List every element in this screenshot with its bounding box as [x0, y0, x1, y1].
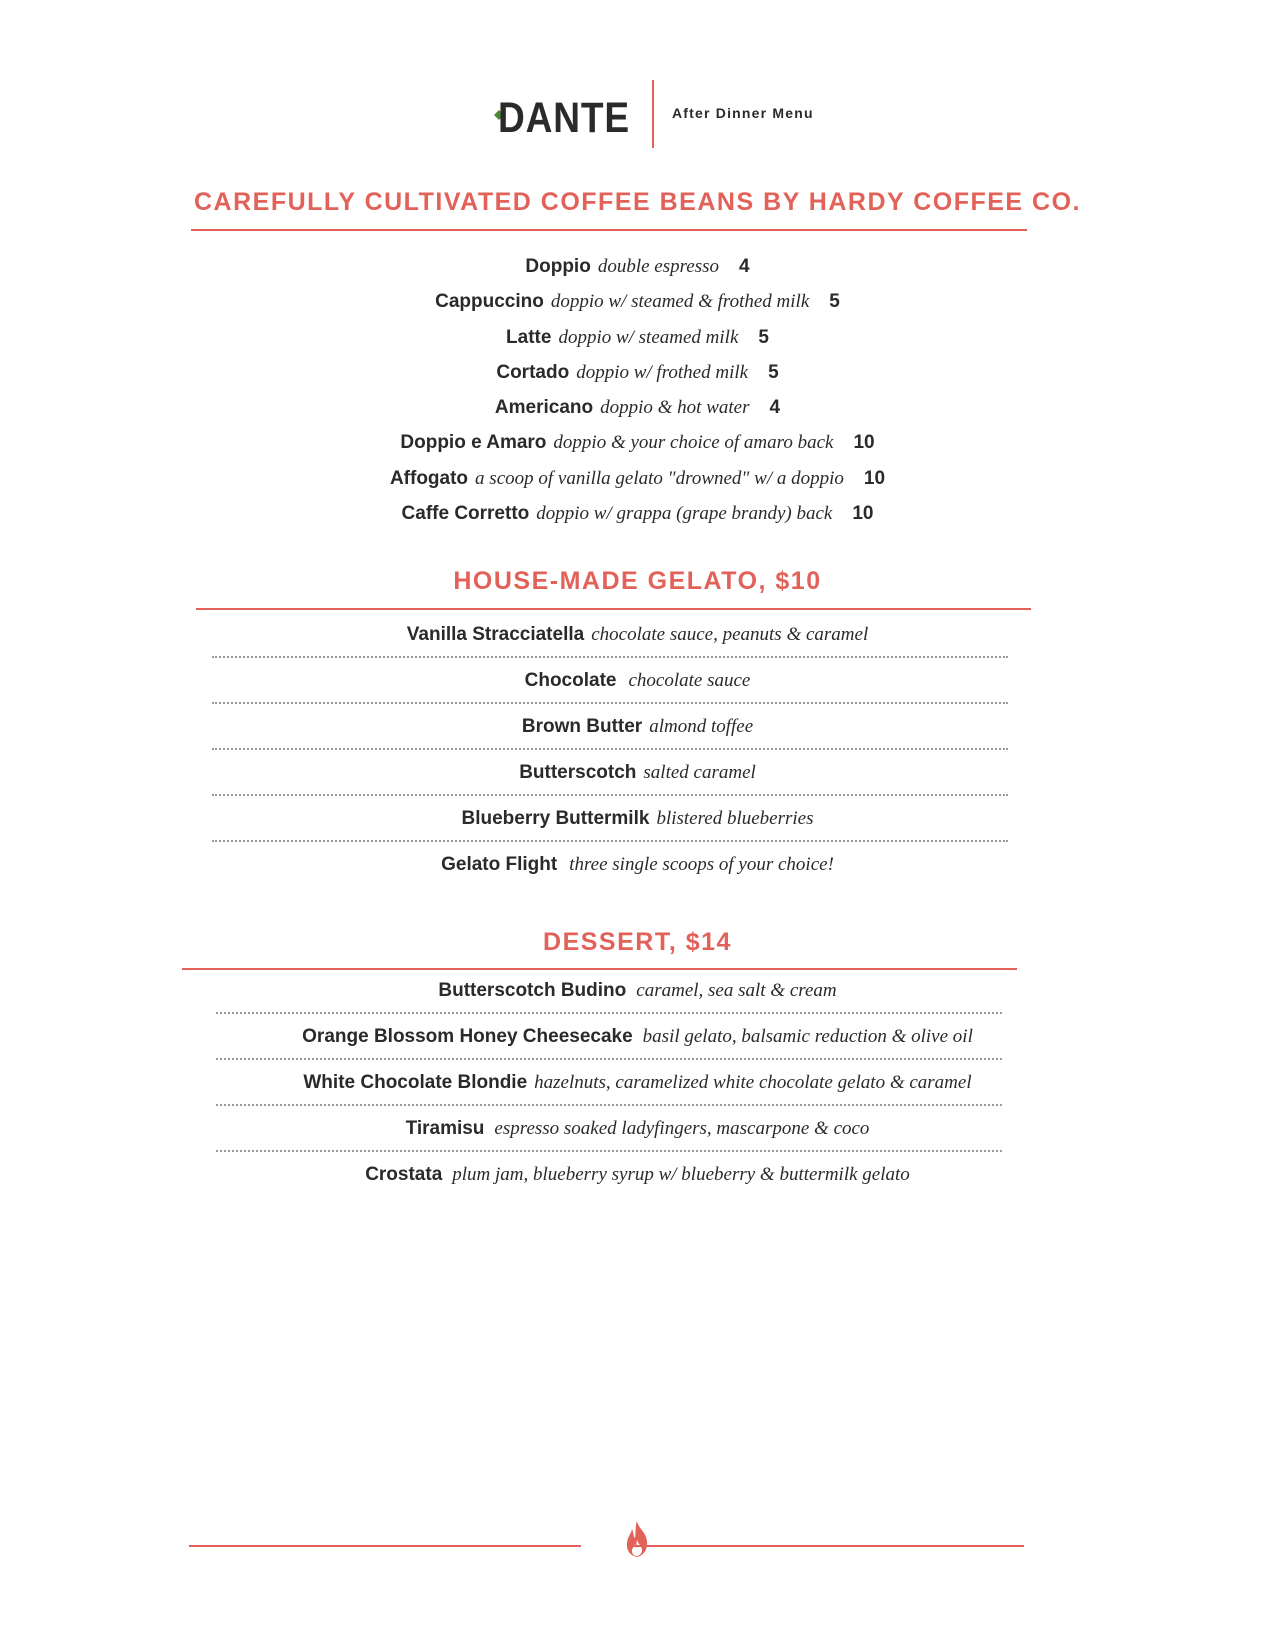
item-price: 10 [863, 467, 886, 489]
coffee-section-title: CAREFULLY CULTIVATED COFFEE BEANS BY HARDY COFFEE CO. [194, 188, 1081, 216]
item-description: double espresso [597, 256, 720, 277]
item-name: Butterscotch Budino [438, 980, 627, 1001]
item-name: Americano [494, 397, 594, 419]
gelato-item [0, 658, 1275, 704]
dessert-item [0, 1060, 1275, 1106]
gelato-item [0, 842, 1275, 888]
item-description: doppio & hot water [600, 397, 750, 419]
item-name: Orange Blossom Honey Cheesecake [302, 1026, 633, 1047]
dessert-item [0, 1106, 1275, 1152]
coffee-item [0, 397, 1275, 432]
coffee-item [0, 468, 1275, 503]
item-description: doppio w/ steamed & frothed milk [550, 291, 810, 313]
item-description: doppio w/ frothed milk [576, 361, 749, 383]
item-description: blistered blueberries [656, 808, 814, 829]
item-name: Cortado [496, 361, 570, 383]
item-description: espresso soaked ladyfingers, mascarpone & coco [494, 1118, 870, 1139]
dessert-item [0, 968, 1275, 1014]
item-name: White Chocolate Blondie [303, 1072, 528, 1093]
gelato-item [0, 796, 1275, 842]
gelato-section-rule [196, 608, 1031, 610]
dante-logo [490, 92, 635, 142]
item-name: Blueberry Buttermilk [461, 808, 650, 829]
gelato-item [0, 704, 1275, 750]
item-name: Butterscotch [519, 762, 637, 783]
footer-rule-right [629, 1545, 1024, 1547]
item-price: 5 [768, 361, 779, 383]
item-description: plum jam, blueberry syrup w/ blueberry & buttermilk gelato [452, 1164, 910, 1185]
coffee-item [0, 362, 1275, 397]
item-description: hazelnuts, caramelized white chocolate gelato & caramel [534, 1072, 972, 1093]
item-price: 10 [852, 503, 874, 525]
item-name: Latte [506, 326, 552, 348]
item-description: chocolate sauce [628, 670, 751, 691]
item-name: Tiramisu [405, 1118, 485, 1139]
item-description: chocolate sauce, peanuts & caramel [591, 624, 869, 645]
item-name: Caffe Corretto [401, 503, 530, 525]
item-name: Doppio [525, 256, 591, 277]
gelato-item [0, 750, 1275, 796]
item-name: Crostata [365, 1164, 443, 1185]
item-description: basil gelato, balsamic reduction & olive oil [642, 1026, 973, 1047]
gelato-section-title: HOUSE-MADE GELATO, $10 [453, 567, 822, 595]
menu-header [0, 80, 1275, 150]
coffee-item [0, 327, 1275, 362]
item-price: 5 [758, 326, 769, 348]
coffee-item [0, 256, 1275, 291]
item-description: salted caramel [643, 762, 756, 783]
item-description: almond toffee [649, 716, 754, 737]
gelato-list [0, 612, 1275, 888]
item-description: doppio w/ grappa (grape brandy) back [536, 503, 833, 525]
coffee-section-rule [191, 229, 1027, 231]
item-name: Gelato Flight [441, 854, 558, 875]
dessert-item [0, 1152, 1275, 1198]
dessert-section-title: DESSERT, $14 [543, 928, 732, 956]
coffee-item [0, 291, 1275, 326]
item-description: caramel, sea salt & cream [636, 980, 837, 1001]
coffee-item [0, 503, 1275, 538]
menu-subtitle: After Dinner Menu [672, 105, 814, 121]
item-price: 4 [739, 256, 750, 277]
item-description: doppio w/ steamed milk [558, 326, 739, 348]
item-name: Chocolate [524, 670, 617, 691]
coffee-item [0, 432, 1275, 467]
item-description: doppio & your choice of amaro back [553, 432, 834, 454]
header-divider [652, 80, 654, 148]
gelato-item [0, 612, 1275, 658]
logo-text: DANTE [498, 94, 630, 142]
footer-rule-left [189, 1545, 581, 1547]
dessert-list [0, 968, 1275, 1198]
dessert-item [0, 1014, 1275, 1060]
item-description: a scoop of vanilla gelato "drowned" w/ a doppio [475, 467, 844, 489]
item-price: 4 [769, 397, 781, 419]
item-name: Affogato [389, 467, 469, 489]
item-description: three single scoops of your choice! [569, 854, 834, 875]
item-name: Doppio e Amaro [400, 432, 547, 454]
item-price: 5 [829, 291, 840, 313]
item-name: Vanilla Stracciatella [406, 624, 585, 645]
item-name: Cappuccino [435, 291, 544, 313]
coffee-list [0, 256, 1275, 538]
item-price: 10 [853, 432, 875, 454]
flame-icon [623, 1520, 651, 1558]
item-name: Brown Butter [521, 716, 643, 737]
